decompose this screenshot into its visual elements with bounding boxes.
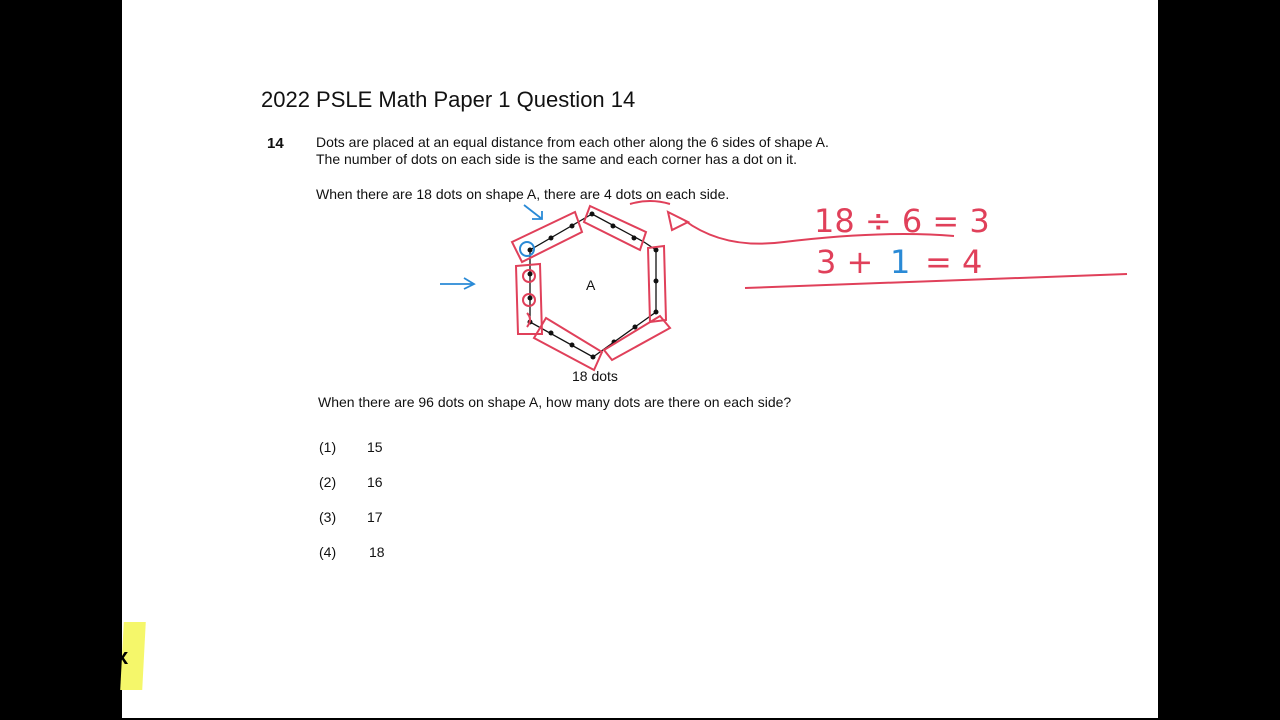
option-1-number: (1) <box>319 439 337 455</box>
shape-label: A <box>586 277 596 293</box>
working-line-2c: = 4 <box>925 243 983 281</box>
underline-mark <box>630 201 670 204</box>
question-number: 14 <box>267 135 284 152</box>
option-4-value: 18 <box>369 544 385 560</box>
working-line-1: 18 ÷ 6 = 3 <box>814 202 990 240</box>
working-line-2b: 1 <box>890 243 911 281</box>
question-text-line3: When there are 18 dots on shape A, there are 4 dots on each side. <box>316 186 730 202</box>
question-prompt: When there are 96 dots on shape A, how many dots are there on each side? <box>318 394 792 410</box>
option-1-value: 15 <box>367 439 383 455</box>
hexagon-dots <box>528 212 659 360</box>
page-title: 2022 PSLE Math Paper 1 Question 14 <box>261 87 636 112</box>
working-line-2a: 3 + <box>816 243 874 281</box>
shape-caption: 18 dots <box>572 368 618 384</box>
option-4-number: (4) <box>319 544 337 560</box>
red-side-groupings <box>512 206 670 370</box>
option-3-number: (3) <box>319 509 337 525</box>
hexagon-shape <box>530 214 656 357</box>
sticky-note-text: x <box>116 644 129 669</box>
question-text-line2: The number of dots on each side is the same and each corner has a dot on it. <box>316 151 797 167</box>
option-3-value: 17 <box>367 509 383 525</box>
option-2-value: 16 <box>367 474 383 490</box>
blue-arrow-icon <box>440 278 474 289</box>
question-text-line1: Dots are placed at an equal distance from each other along the 6 sides of shape A. <box>316 134 829 150</box>
blue-arrow-icon <box>524 205 542 219</box>
option-2-number: (2) <box>319 474 337 490</box>
